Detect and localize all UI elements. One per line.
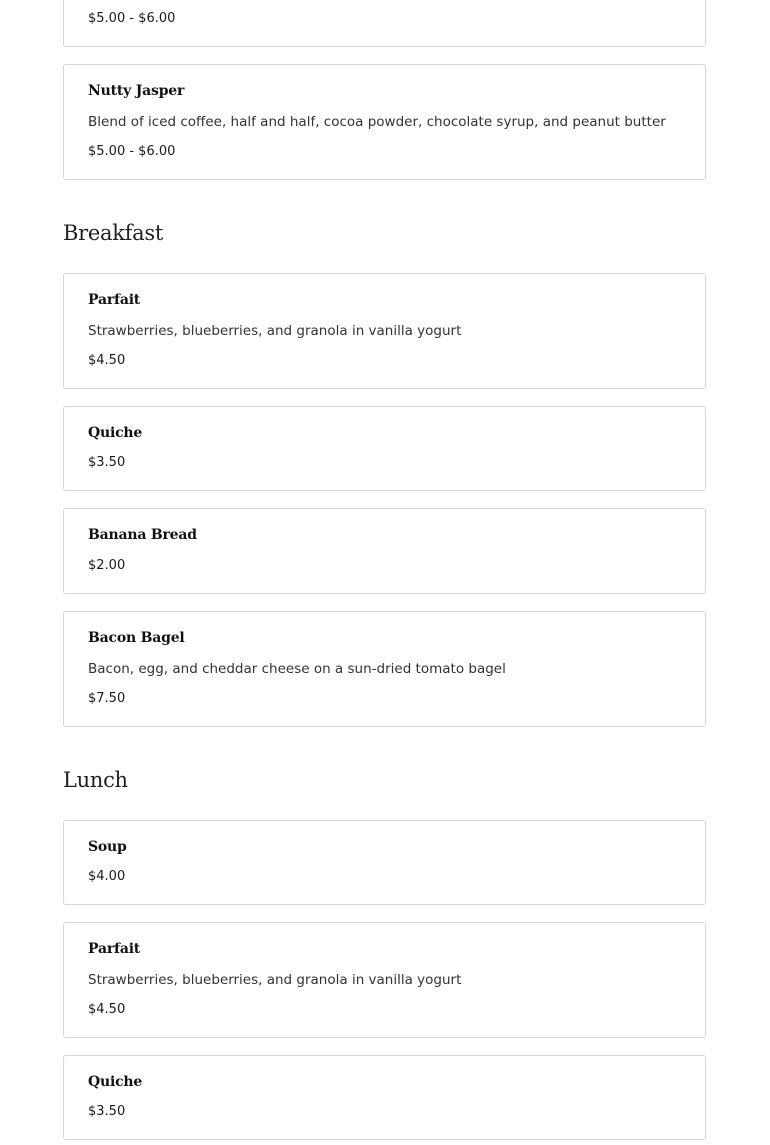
menu-item-name: Quiche [88, 425, 143, 441]
menu-item-name: Parfait [88, 941, 141, 957]
menu-item-price: $2.00 [88, 558, 126, 573]
menu-item-card [63, 922, 706, 1038]
menu-item-card [63, 508, 706, 594]
menu-item-name: Parfait [88, 292, 141, 308]
menu-item-card [63, 611, 706, 727]
menu-item-card [63, 406, 706, 491]
menu-item-name: Soup [88, 839, 127, 855]
menu-item-card [63, 64, 706, 180]
menu-item-price: $5.00 - $6.00 [88, 11, 176, 26]
menu-item-price: $3.50 [88, 455, 126, 470]
menu-item-price: $3.50 [88, 1104, 126, 1119]
menu-item-description: Strawberries, blueberries, and granola in vanilla yogurt [88, 972, 462, 988]
menu-item-name: Quiche [88, 1074, 143, 1090]
menu-item-name: Nutty Jasper [88, 83, 185, 99]
menu-item-price: $4.50 [88, 353, 126, 368]
menu-item-description: Strawberries, blueberries, and granola in vanilla yogurt [88, 323, 462, 339]
menu-item-name: Bacon Bagel [88, 630, 185, 646]
menu-item-card [63, 0, 706, 47]
menu-item-description: Blend of iced coffee, half and half, cocoa powder, chocolate syrup, and peanut butter [88, 114, 666, 130]
menu-item-price: $4.00 [88, 869, 126, 884]
menu-item-price: $7.50 [88, 691, 126, 706]
section-title-breakfast: Breakfast [63, 221, 163, 245]
menu-item-price: $4.50 [88, 1002, 126, 1017]
menu-item-card [63, 820, 706, 905]
section-title-lunch: Lunch [63, 768, 128, 792]
menu-item-description: Bacon, egg, and cheddar cheese on a sun-dried tomato bagel [88, 661, 506, 677]
menu-item-price: $5.00 - $6.00 [88, 144, 176, 159]
menu-item-name: Banana Bread [88, 527, 197, 543]
menu-item-card [63, 273, 706, 389]
menu-item-card [63, 1055, 706, 1140]
